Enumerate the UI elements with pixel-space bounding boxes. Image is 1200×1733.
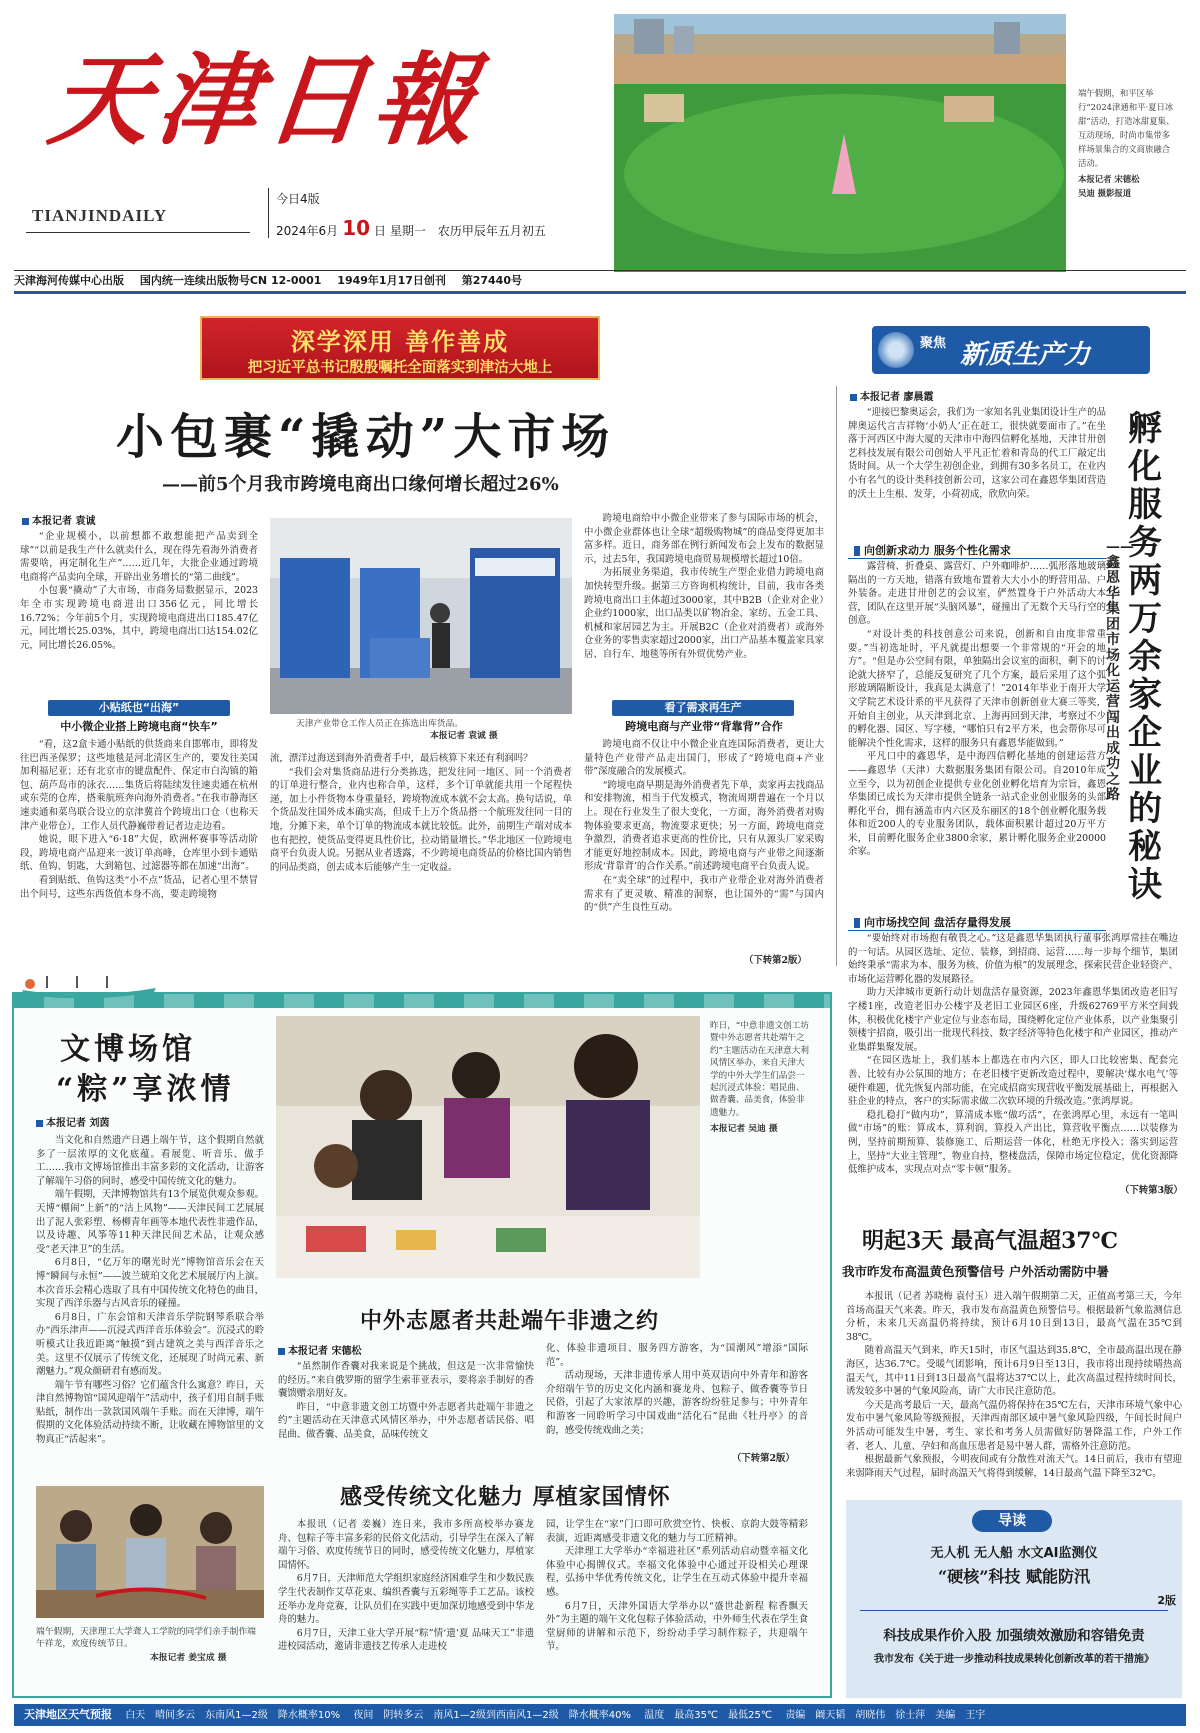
weather-body-p: 随着高温天气到来，昨天15时，市区气温达到35.8℃，全市最高温出现在静海区，达36.7℃。受暖气团影响，预计6月9日至13日，我市将出现持续晴热高温天气，其中11日到13日最高气温将达37℃以上，此次高温过程持续时间长，诱发较多中暑的气象风险高，请广大市民注意防范。 <box>846 1345 1182 1398</box>
story3-col2-p: 园，让学生在“家”门口即可欣赏空竹、快板、京韵大鼓等精彩表演，近距离感受非遗文化的魅力与工匠精神。 <box>546 1519 808 1544</box>
story2-col1 <box>278 1360 534 1442</box>
lead-col2 <box>270 752 572 874</box>
guide-item1-line2[interactable]: “硬核”科技 赋能防汛 <box>938 1567 1090 1586</box>
right-sub1: 向创新求动力 服务个性化需求 <box>848 542 1106 559</box>
founded: 1949年1月17日创刊 <box>337 274 446 287</box>
lead-col3b <box>584 738 824 915</box>
right-intro <box>848 406 1106 501</box>
top-photo-caption <box>1078 86 1176 200</box>
right-intro-p: “迎接巴黎奥运会，我们为一家知名乳业集团设计生产的品牌奥运代言吉祥物‘小奶人’正在赶工，很快就要面市了。”在坐落于河西区中海大厦的天津市中海四信孵化基地，天津甘卅创艺科技发展有限公司创始人平凡正忙着和青岛的代工厂敲定出货时间。从一个大学生初创企业，到拥有30多名员工，在业内小有名气的设计类科技创新公司，这家公司在鑫恩华集团营造的沃土上生根、发芽，小荷初成，欣欣向荣。 <box>848 407 1106 500</box>
culture-title1: 文博场馆 <box>60 1032 196 1067</box>
story2-col2-p: 化、体验非遗项目、服务四方游客，为“国潮风”增添“国际范”。 <box>546 1343 808 1368</box>
masthead-pinyin: TIANJINDAILY <box>32 206 168 225</box>
culture-photo-large <box>276 1016 700 1278</box>
lead-byline: 本报记者 袁诚 <box>22 512 95 527</box>
right-sec1 <box>848 560 1106 859</box>
footer-label: 天津地区天气预报 <box>24 1708 112 1721</box>
story2-col1-p: “虽然制作香囊对我来说是个挑战，但这是一次非常愉快的经历。”来自俄罗斯的留学生索菲亚表示，要将亲手制好的香囊馈赠亲朋好友。 <box>278 1361 534 1400</box>
lead-col1b-p: 看到贴纸、鱼钩这类“小不点”货品，记者心里不禁冒出个问号，这些东西货值本身不高，要走跨境物 <box>20 874 258 900</box>
culture-col1 <box>36 1134 264 1447</box>
culture-col1-p: 端午假期，天津博物馆共有13个展览供观众参观。天博“棚闹”上新”的“沽上风物”——天津民间工艺展展出了泥人张彩塑、杨柳青年画等本地代表性非遗作品，以及诗趣、风筝等11种天津民间艺术品，让观众感受“老天津卫”的生活。 <box>36 1189 264 1255</box>
culture-vertical-caption-text: 昨日，“中意非遗文创工坊暨中外志愿者共赴端午之约”主题活动在天津意大利风情区举办，来自天津大学的中外大学生们品尝一起沉浸式体验：唱昆曲、做香囊、品美食，体验非遗魅力。 <box>710 1021 809 1118</box>
campaign-banner <box>200 316 600 380</box>
lead-col3-p: 为拓展业务渠道，我市传统生产型企业借力跨境电商加快转型升级。据第三方咨询机构统计，目前，我市各类跨境电商出口主体超过3000家，其中B2B（企业对企业）企业约1000家，出口品类以矿物冶金、家纺、五金工具、机械和家居园艺为主。开展B2C（企业对消费者）或海外仓业务的零售卖家超过2000家，出口产品基本覆盖家具家居、自行车、地毯等所有外贸优势产业。 <box>584 567 824 660</box>
weather-body <box>846 1290 1182 1480</box>
footer-editors: 责编 阚天韬 胡晓伟 徐士萍 美编 王宇 <box>785 1710 986 1721</box>
story2-col2-p: 活动现场，天津非遗传承人用中英双语向中外青年和游客介绍端午节的历史文化内涵和赛龙舟、包粽子、做香囊等节日民俗，引起了大家浓厚的兴趣，游客纷纷驻足参与；中外青年和游客一同聆听学习中国戏曲“活化石”昆曲《牡丹亭》的音韵，感受传统戏曲之美； <box>546 1370 808 1436</box>
right-sec2-p: “要始终对市场抱有敬畏之心。”这是鑫恩华集团执行董事张鸿厚常挂在嘴边的一句话。从园区选址、定位、装修，到招商、运营……每一步每个细节，集团始终秉承“需求为本、服务为核、价值为根”的发展理念，探索民营企业轻资产、市场化运营孵化器的发展路径。 <box>848 933 1178 985</box>
guide-box <box>846 1500 1182 1698</box>
culture-col1-p: 端午节有哪些习俗？它们蕴含什么寓意？昨日，天津自然博物馆“国风迎端午”活动中，孩子们用自制手账贴纸，制作出一款款国风端午手账。而在天津博，端午假期的文化体验活动持续不断，让收藏在博物馆里的文物真正“活起来”。 <box>36 1379 264 1446</box>
lead-col1 <box>20 530 258 652</box>
weather-body-p: 根据最新气象预报，今明夜间或有分散性对流天气。14日前后，我市有望迎来弱降雨天气过程，届时高温天气将得到缓解，14日最高气温下降至32℃。 <box>846 1454 1182 1479</box>
lead-tag2: 看了需求再生产 <box>612 700 794 716</box>
story3-col2-p: 6月7日，天津外国语大学举办以“盛世赴新程 粽香飘天外”为主题的端午文化包粽子体验活动，中外师生代表在学生食堂厨师的讲解和示范下，纷纷动手学习制作粽子，共迎端午节。 <box>546 1600 808 1653</box>
lead-continued: （下转第2版） <box>744 955 807 966</box>
footer-day: 白天 晴间多云 东南风1—2级 降水概率10% <box>125 1710 341 1721</box>
top-photo <box>614 14 1066 272</box>
weather-subhead: 我市昨发布高温黄色预警信号 户外活动需防中暑 <box>842 1264 1109 1279</box>
lead-subhead1: 中小微企业搭上跨境电商“快车” <box>60 720 218 733</box>
right-sec1-p: 平凡口中的鑫恩华，是中海四信孵化基地的创建运营方——鑫恩华（天津）大数据服务集团有限公司。自2010年成立至今，以为初创企业提供专业化创业孵化培育为宗旨，鑫恩华集团已成长为天津市提供全链条一站式企业创业服务的头部孵化平台，拥有涵盖市内六区及东丽区的18个创业孵化服务载体和近200人的专业服务团队，载体面积累计超过20万平方米，目前孵化服务企业3800余家，累计孵化服务企业20000余家。 <box>848 751 1106 858</box>
lead-subhead2: 跨境电商与产业带“背靠背”合作 <box>625 720 783 733</box>
lead-col3b-p: 在“卖全球”的过程中，我市产业带企业对海外消费者需求有了更灵敏、精准的洞察，也让国外的“需”与国内的“供”产生良性互动。 <box>584 874 824 914</box>
guide-label: 导读 <box>972 1510 1052 1532</box>
culture-col1-p: 当文化和自然遗产日遇上端午节，这个假期自然就多了一层浓厚的文化底蕴。看展览、听音乐、做手工……我市文博场馆推出丰富多彩的文化活动，让游客了解端午习俗的同时，感受中国传统文化的魅力。 <box>36 1135 264 1187</box>
students-craft-image <box>36 1486 264 1618</box>
right-continued: （下转第3版） <box>1120 1185 1183 1196</box>
culture-title2: “粽”享浓情 <box>56 1072 235 1107</box>
story2-title: 中外志愿者共赴端午非遗之约 <box>360 1308 660 1334</box>
right-sec1-p: “对设计类的科技创意公司来说，创新和自由度非常重要。”当初选址时，平凡就提出想要一个非常规的“开会的地方”。“但是办公空间有限，单独隔出会议室的面积，剩下的讨论就大挤窄了，总能反复研究了几个方案，最后采用了这个弧形玻璃隔断设计，我真是太满意了！”2014年毕业于南开大学文学院艺术设计系的平凡获得了天津市创新创业大赛三等奖，开始自主创业，从天津到北京、上海再回到天津，考察过不少的孵化器、园区、写字楼，“哪怕只有2平方米，也会帮你尽可能解决个性化需求，这样的服务只有鑫恩华能做到。” <box>848 628 1106 749</box>
warehouse-photo-credit: 本报记者 袁诚 摄 <box>430 731 498 741</box>
publisher: 天津海河传媒中心出版 <box>14 274 124 287</box>
story2-col2 <box>546 1342 808 1437</box>
festival-plaza-image <box>614 14 1066 272</box>
lead-col2-p: “我们会对集货商品进行分类拣选，把发往同一地区、同一个消费者的订单进行整合，业内也称合单，这样，多个订单就能共用一个尾程快递，加上小件货物本身重量轻，跨境物流成本就不会太高。换句话说，单个货品发往国外成本确实高，但成千上万个货品搭一个航班发往同一目的地，分摊下来，单个订单的物流成本就比较低。此外，前期生产端对成本也有把控，使货品变得更具性价比，拉动销量增长。”华北地区一位跨境电商平台负责人说。另据从业者透露，不少跨境电商货品的价格比国内销售的同品类商，创去成本后能够产生一定收益。 <box>270 766 572 873</box>
right-subhead-column <box>1106 539 1134 900</box>
weather-footer <box>14 1704 1186 1726</box>
masthead <box>14 10 614 265</box>
lead-col1-p: “企业规模小，以前想都不敢想能把产品卖到全球”“以前是我生产什么就卖什么，现在得先看海外消费者需要啥，再定制化生产”……近几年，大批企业通过跨境电商将产品卖向全球，开辟出业务增长的“第二曲线”。 <box>20 531 258 583</box>
guide-item2-line2: 我市发布《关于进一步推动科技成果转化创新改革的若干措施》 <box>874 1654 1154 1665</box>
footer-night: 夜间 阴转多云 南风1—2级到西南风1—2级 降水概率40% <box>353 1710 632 1721</box>
lead-tag1: 小贴纸也“出海” <box>48 700 230 716</box>
masthead-divider <box>26 232 250 233</box>
lead-col1b-p: “看，这2盒卡通小贴纸的供货商来自邯郸市，即将发往巴西圣保罗；这些地毯是河北清区生产的，要发往美国加利福尼亚；还有北京市的键盘配件、保定市白沟镇的箱包、葫芦岛市的泳衣……集货后将陆续发往速卖通在杭州或东莞的仓库，搭乘航班奔向海外消费者。”在我市静海区速卖通和菜鸟联合设立的京津冀首个跨境出口仓（也称天津产业带仓），工作人员代静巍带着记者边走边看。 <box>20 739 258 832</box>
weather-headline: 明起3天 最高气温超37℃ <box>862 1228 1118 1254</box>
story2-continued: （下转第2版） <box>732 1453 795 1464</box>
right-sec2 <box>848 932 1178 1177</box>
story3-col1 <box>278 1518 534 1654</box>
right-sub2: 向市场找空间 盘活存量得发展 <box>848 914 1106 931</box>
lead-col3-p: 跨境电商给中小微企业带来了参与国际市场的机会，中小微企业群体也让全球“超级购物城”的商品变得更加丰富多样。近日，商务部在例行新闻发布会上发布的数据显示，过去5年，我国跨境电商贸易规模增长超过10倍。 <box>584 513 824 565</box>
story3-col2 <box>546 1518 808 1654</box>
warehouse-photo-caption: 天津产业带仓工作人员正在拣选出库货品。 <box>296 719 464 729</box>
warehouse-photo <box>270 518 572 714</box>
culture-photo-small <box>36 1486 264 1618</box>
column-divider <box>836 386 837 966</box>
guide-item1-line1: 无人机 无人船 水文AI监测仪 <box>930 1546 1098 1561</box>
lead-headline: 小包裹“撬动”大市场 <box>116 409 616 465</box>
culture-vertical-credit: 本报记者 吴迪 摄 <box>710 1124 778 1135</box>
dragon-boat-icon <box>16 970 166 998</box>
dragon-boat-decoration <box>16 970 166 998</box>
story2-byline: 本报记者 宋德松 <box>278 1342 361 1357</box>
lead-subhead: ——前5个月我市跨境电商出口缘何增长超过26% <box>162 474 559 495</box>
focus-badge <box>872 326 1150 374</box>
lead-col1-p: 小包裹“撬动”了大市场，市商务局数据显示，2023年全市实现跨境电商进出口356亿元，同比增长16.72%；今年前5个月，实现跨境电商进出口185.47亿元，同比增长25.03%，其中，跨境电商出口达154.02亿元，同比增长26.05%。 <box>20 585 258 651</box>
guide-item1-page: 2版 <box>1157 1594 1176 1607</box>
right-sec2-p: 助力天津城市更新行动计划盘活存量资源，2023年鑫恩华集团改造老旧写字楼1座，改造老旧办公楼宇及老旧工业园区6座，升级62769平方米空间载体，积极优化楼宇产业定位与业态布局，围绕孵化定位产业体系，以产业集聚引领楼宇招商，吸引出一批现代科技、数字经济等特色化楼宇和产业园区，推动产业集群集聚发展。 <box>848 987 1178 1053</box>
right-sec2-p: 稳扎稳打“做内功”，算清成本账“做巧活”，在张鸿厚心里，永远有一笔叫做“市场”的账：算成本，算利润，算投入产出比，算营收平衡点……以装修为例，坚持前期预算、装修施工、后期运营一体化，杜绝无序投入；落实到运营上，坚持“大业主管理”，物业自持，整楼盘活，保障市场定位稳定，优化资源降低维护成本，实现点对点“零卡顿”服务。 <box>848 1109 1178 1176</box>
story3-title: 感受传统文化魅力 厚植家国情怀 <box>340 1484 671 1510</box>
focus-badge-icon <box>878 332 914 368</box>
focus-badge-small: 聚焦 <box>920 336 947 351</box>
focus-badge-large: 新质生产力 <box>960 340 1091 370</box>
masthead-vertical-rule <box>268 188 269 238</box>
weather-body-p: 今天是高考最后一天，最高气温仍将保持在35℃左右，天津市环境气象中心发布中暑气象风险等级预报，天津西南部区域中暑气象风险四级，午间长时间户外活动可能发生中暑，考生、家长和考务人员需做好防暑降温工作，户外工作者、老人、儿童、孕妇和高血压患者是易中暑人群，需格外注意防范。 <box>846 1399 1182 1452</box>
story3-col2-p: 天津理工大学举办“幸福进社区”系列活动启动暨幸福文化体验中心揭牌仪式。幸福文化体验中心通过开设相关心理课程，弘扬中华优秀传统文化，让学生在互动式体验中提升幸福感。 <box>546 1546 808 1598</box>
right-sec2-p: “在园区选址上，我们基本上都选在市内六区，即人口比较密集、配套完善、比较有办公氛围的地方；在老旧楼宇更新改造过程中，要解决‘煤水电气’等硬件难题，优先恢复内部功能，在完成招商实现营收平衡发展基础上，再根据入驻企业的特点，客户的实际需求做二次软环境的升级改造。”张鸿厚说。 <box>848 1055 1178 1108</box>
culture-col1-p: 6月8日，广东会馆和天津音乐学院钢琴系联合举办“西乐津声——沉浸式西洋音乐体验会”。沉浸式的聆听模式让我近距离“触摸”到古建筑之美与西洋音乐之美。这里不仅展示了传统文化，还展现了时尚元素、新潮魅力。”观众颜研君有感而发。 <box>36 1311 264 1378</box>
masthead-title: 天津日報 <box>43 41 489 159</box>
right-sec1-p: 露营椅、折叠桌、露营灯、户外咖啡炉……弧形落地玻璃隔出的一方天地，错落有致地布置着大大小小的野营用品、户外装备。走进甘卅创艺的会议室，俨然置身于户外活动大本营，团队在这里开展“头脑风暴”，碰撞出了无数个天马行空的创意。 <box>848 561 1106 627</box>
issue-number: 第27440号 <box>461 274 522 287</box>
story3-col1-p: 本报讯（记者 姜巍）连日来，我市多所高校举办赛龙舟、包粽子等丰富多彩的民俗文化活动，引导学生在深入了解端午习俗、欢度传统节日的同时，感受传统文化魅力，厚植家国情怀。 <box>278 1519 534 1571</box>
right-vertical-headline <box>1124 410 1190 910</box>
banner-line1: 深学深用 善作善成 <box>290 327 510 356</box>
edition-count: 今日4版 <box>276 192 320 206</box>
publication-date: 2024年6月 10 日 星期一 农历甲辰年五月初五 <box>276 216 546 240</box>
story3-col1-p: 6月7日，天津师范大学组织家庭经济困难学生和少数民族学生代表制作艾草花束、编织香囊与五彩绳等手工艺品。该校还举办龙舟竞赛，让队员们在实践中更加深切地感受到中华龙舟的魅力。 <box>278 1573 534 1626</box>
cn-number: 国内统一连续出版物号CN 12-0001 <box>139 274 322 287</box>
top-photo-credit: 本报记者 宋德松 吴迪 摄影报道 <box>1078 174 1140 198</box>
lead-col2-p: 流，漂洋过海送到海外消费者手中，最后核算下来还有利润吗？ <box>270 753 533 764</box>
culture-photo-small-credit: 本报记者 姜宝成 摄 <box>150 1653 227 1663</box>
culture-vertical-caption <box>710 1020 810 1278</box>
footer-temp: 温度 最高35℃ 最低25℃ <box>644 1710 773 1721</box>
banner-line2: 把习近平总书记殷殷嘱托全面落实到津沽大地上 <box>247 359 553 376</box>
guide-divider <box>860 1610 1168 1611</box>
culture-col1-p: 6月8日，“亿万年的曙光时光”博物馆音乐会在天博“瞬间与永恒”——波兰琥珀文化艺术展展厅内上演。本次音乐会精心选取了具有中国传统文化特色的曲目，实现了西洋乐器与古风音乐的碰撞。 <box>36 1257 264 1310</box>
right-subhead-vertical: ——鑫恩华集团市场化运营闯出成功之路 <box>1106 539 1134 803</box>
story2-col1-p: 昨日，“中意非遗文创工坊暨中外志愿者共赴端午非遗之约”主题活动在天津意式风情区举办，中外志愿者话民俗、唱昆曲、做香囊、品美食，品味传统文 <box>278 1401 534 1440</box>
lead-col1b-p: 她说，眼下进入“6·18”大促，欧洲杯赛事等活动阶段，跨境电商产品迎来一波订单高峰，仓库里小到卡通贴纸、鱼钩、钥匙，大到箱包、过滤器等都在加速“出海”。 <box>20 834 258 873</box>
warehouse-image <box>270 518 572 714</box>
guide-item2-line1[interactable]: 科技成果作价入股 加强绩效激励和容错免责 <box>883 1628 1145 1644</box>
volunteers-image <box>276 1016 700 1278</box>
culture-byline: 本报记者 刘茵 <box>36 1114 109 1129</box>
top-photo-caption-text: 端午假期，和平区举行“2024津通和平·夏日冰甜”活动，打造冰甜夏集、互动现场，时尚市集带多样场景集合的文商旅融合活动。 <box>1078 88 1175 168</box>
right-headline: 孵化服务两万余家企业的秘诀 <box>1128 409 1162 905</box>
lead-col3 <box>584 512 824 662</box>
lead-col3b-p: 跨境电商不仅让中小微企业直连国际消费者，更让大量特色产业带产品走出国门，形成了“跨境电商+产业带”深度融合的发展模式。 <box>584 739 824 778</box>
weather-body-p: 本报讯（记者 苏晓梅 袁付玉）进入端午假期第二天，正值高考第三天，今年首场高温天气来袭。昨天，我市发布高温黄色预警信号。根据最新气象监测信息分析，未来几天高温仍将持续，预计6月10日到13日，最高气温在35℃到38℃。 <box>846 1291 1182 1343</box>
right-byline: 本报记者 廖晨霞 <box>850 388 933 403</box>
story3-col1-p: 6月7日，天津工业大学开展“粽”情‘遗’夏 品味天工”非遗进校园活动，邀请非遗技艺传承人走进校 <box>278 1627 534 1653</box>
culture-photo-small-caption: 端午假期，天津理工大学聋人工学院的同学们亲手制作端午祥龙，欢度传统节日。 <box>36 1627 256 1649</box>
lead-col3b-p: “跨境电商早期是海外消费者先下单，卖家再去找商品和安排物流，相当于代发模式，物流周期普遍在一个月以上。现在行业发生了很大变化，一方面，海外消费者对购物体验要求更高，物流要求更快；另一方面，跨境电商竞争激烈，消费者追求更高的性价比，只有从源头厂家采购才能更好地控制成本。因此，跨境电商与产业带之间逐渐形成‘背靠背’的合作关系。”前述跨境电商平台负责人说。 <box>584 779 824 873</box>
lead-col1b <box>20 738 258 901</box>
masthead-info-bar <box>14 270 1186 294</box>
